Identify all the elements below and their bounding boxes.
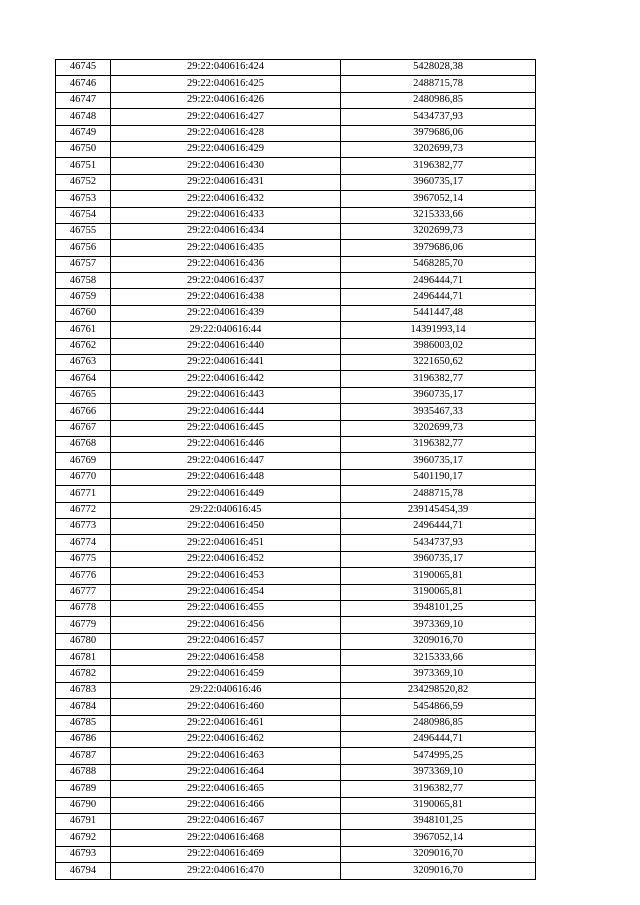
cadastral-number-cell: 29:22:040616:469 bbox=[111, 846, 341, 862]
cadastral-value-cell: 5428028,38 bbox=[341, 60, 536, 76]
row-number-cell: 46790 bbox=[56, 797, 111, 813]
cadastral-value-cell: 3209016,70 bbox=[341, 846, 536, 862]
row-number-cell: 46763 bbox=[56, 355, 111, 371]
cadastral-value-cell: 3960735,17 bbox=[341, 387, 536, 403]
table-row bbox=[56, 76, 536, 92]
row-number-cell: 46753 bbox=[56, 191, 111, 207]
table-row bbox=[56, 535, 536, 551]
table-row bbox=[56, 732, 536, 748]
cadastral-number-cell: 29:22:040616:458 bbox=[111, 650, 341, 666]
cadastral-number-cell: 29:22:040616:457 bbox=[111, 633, 341, 649]
cadastral-number-cell: 29:22:040616:46 bbox=[111, 682, 341, 698]
cadastral-value-cell: 3202699,73 bbox=[341, 141, 536, 157]
row-number-cell: 46772 bbox=[56, 502, 111, 518]
table-row bbox=[56, 240, 536, 256]
cadastral-value-cell: 3196382,77 bbox=[341, 781, 536, 797]
row-number-cell: 46785 bbox=[56, 715, 111, 731]
table-row bbox=[56, 125, 536, 141]
cadastral-number-cell: 29:22:040616:460 bbox=[111, 699, 341, 715]
cadastral-number-cell: 29:22:040616:468 bbox=[111, 830, 341, 846]
row-number-cell: 46780 bbox=[56, 633, 111, 649]
cadastral-number-cell: 29:22:040616:430 bbox=[111, 158, 341, 174]
cadastral-value-cell: 2488715,78 bbox=[341, 76, 536, 92]
row-number-cell: 46771 bbox=[56, 486, 111, 502]
cadastral-value-cell: 3215333,66 bbox=[341, 207, 536, 223]
row-number-cell: 46767 bbox=[56, 420, 111, 436]
cadastral-number-cell: 29:22:040616:459 bbox=[111, 666, 341, 682]
cadastral-number-cell: 29:22:040616:464 bbox=[111, 764, 341, 780]
table-row bbox=[56, 846, 536, 862]
table-row bbox=[56, 256, 536, 272]
cadastral-value-cell: 3935467,33 bbox=[341, 404, 536, 420]
table-row bbox=[56, 60, 536, 76]
table-row bbox=[56, 420, 536, 436]
row-number-cell: 46784 bbox=[56, 699, 111, 715]
table-row bbox=[56, 502, 536, 518]
cadastral-value-cell: 5434737,93 bbox=[341, 535, 536, 551]
table-row bbox=[56, 666, 536, 682]
cadastral-value-cell: 3973369,10 bbox=[341, 617, 536, 633]
table-row bbox=[56, 223, 536, 239]
table-row bbox=[56, 469, 536, 485]
cadastral-value-cell: 5434737,93 bbox=[341, 109, 536, 125]
cadastral-number-cell: 29:22:040616:454 bbox=[111, 584, 341, 600]
table-body bbox=[56, 60, 536, 880]
cadastral-value-cell: 2496444,71 bbox=[341, 289, 536, 305]
row-number-cell: 46782 bbox=[56, 666, 111, 682]
row-number-cell: 46766 bbox=[56, 404, 111, 420]
cadastral-number-cell: 29:22:040616:425 bbox=[111, 76, 341, 92]
row-number-cell: 46781 bbox=[56, 650, 111, 666]
row-number-cell: 46794 bbox=[56, 863, 111, 879]
table-row bbox=[56, 92, 536, 108]
cadastral-value-cell: 3190065,81 bbox=[341, 797, 536, 813]
row-number-cell: 46787 bbox=[56, 748, 111, 764]
row-number-cell: 46757 bbox=[56, 256, 111, 272]
row-number-cell: 46783 bbox=[56, 682, 111, 698]
row-number-cell: 46745 bbox=[56, 60, 111, 76]
cadastral-value-cell: 3215333,66 bbox=[341, 650, 536, 666]
cadastral-value-cell: 14391993,14 bbox=[341, 322, 536, 338]
cadastral-value-cell: 3196382,77 bbox=[341, 436, 536, 452]
cadastral-number-cell: 29:22:040616:448 bbox=[111, 469, 341, 485]
cadastral-number-cell: 29:22:040616:432 bbox=[111, 191, 341, 207]
cadastral-value-cell: 2496444,71 bbox=[341, 273, 536, 289]
cadastral-number-cell: 29:22:040616:444 bbox=[111, 404, 341, 420]
cadastral-number-cell: 29:22:040616:451 bbox=[111, 535, 341, 551]
cadastral-number-cell: 29:22:040616:470 bbox=[111, 863, 341, 879]
table-row bbox=[56, 781, 536, 797]
table-row bbox=[56, 764, 536, 780]
cadastral-value-cell: 2496444,71 bbox=[341, 732, 536, 748]
table-row bbox=[56, 486, 536, 502]
table-row bbox=[56, 289, 536, 305]
table-row bbox=[56, 305, 536, 321]
cadastral-number-cell: 29:22:040616:435 bbox=[111, 240, 341, 256]
cadastral-value-cell: 5474995,25 bbox=[341, 748, 536, 764]
cadastral-number-cell: 29:22:040616:445 bbox=[111, 420, 341, 436]
table-row bbox=[56, 191, 536, 207]
row-number-cell: 46769 bbox=[56, 453, 111, 469]
table-row bbox=[56, 863, 536, 879]
cadastral-value-cell: 3221650,62 bbox=[341, 355, 536, 371]
table-row bbox=[56, 830, 536, 846]
cadastral-value-cell: 5454866,59 bbox=[341, 699, 536, 715]
cadastral-value-cell: 3948101,25 bbox=[341, 813, 536, 829]
row-number-cell: 46751 bbox=[56, 158, 111, 174]
row-number-cell: 46761 bbox=[56, 322, 111, 338]
row-number-cell: 46748 bbox=[56, 109, 111, 125]
cadastral-number-cell: 29:22:040616:424 bbox=[111, 60, 341, 76]
cadastral-number-cell: 29:22:040616:461 bbox=[111, 715, 341, 731]
cadastral-value-cell: 3960735,17 bbox=[341, 174, 536, 190]
table-row bbox=[56, 404, 536, 420]
row-number-cell: 46777 bbox=[56, 584, 111, 600]
row-number-cell: 46776 bbox=[56, 568, 111, 584]
row-number-cell: 46792 bbox=[56, 830, 111, 846]
table-row bbox=[56, 584, 536, 600]
cadastral-value-cell: 3202699,73 bbox=[341, 223, 536, 239]
cadastral-number-cell: 29:22:040616:465 bbox=[111, 781, 341, 797]
row-number-cell: 46779 bbox=[56, 617, 111, 633]
cadastral-value-cell: 3967052,14 bbox=[341, 830, 536, 846]
cadastral-number-cell: 29:22:040616:433 bbox=[111, 207, 341, 223]
cadastral-value-cell: 3190065,81 bbox=[341, 568, 536, 584]
cadastral-value-cell: 3202699,73 bbox=[341, 420, 536, 436]
cadastral-number-cell: 29:22:040616:434 bbox=[111, 223, 341, 239]
row-number-cell: 46760 bbox=[56, 305, 111, 321]
row-number-cell: 46755 bbox=[56, 223, 111, 239]
cadastral-number-cell: 29:22:040616:428 bbox=[111, 125, 341, 141]
cadastral-value-cell: 2496444,71 bbox=[341, 518, 536, 534]
table-row bbox=[56, 338, 536, 354]
table-row bbox=[56, 551, 536, 567]
table-row bbox=[56, 158, 536, 174]
cadastral-number-cell: 29:22:040616:456 bbox=[111, 617, 341, 633]
cadastral-number-cell: 29:22:040616:447 bbox=[111, 453, 341, 469]
cadastral-value-cell: 3209016,70 bbox=[341, 633, 536, 649]
table-row bbox=[56, 600, 536, 616]
row-number-cell: 46773 bbox=[56, 518, 111, 534]
cadastral-value-cell: 234298520,82 bbox=[341, 682, 536, 698]
table-row bbox=[56, 436, 536, 452]
cadastral-number-cell: 29:22:040616:427 bbox=[111, 109, 341, 125]
cadastral-value-cell: 2480986,85 bbox=[341, 92, 536, 108]
cadastral-value-cell: 3979686,06 bbox=[341, 240, 536, 256]
row-number-cell: 46789 bbox=[56, 781, 111, 797]
table-row bbox=[56, 748, 536, 764]
table-row bbox=[56, 207, 536, 223]
row-number-cell: 46768 bbox=[56, 436, 111, 452]
table-row bbox=[56, 650, 536, 666]
cadastral-value-cell: 3960735,17 bbox=[341, 551, 536, 567]
table-row bbox=[56, 387, 536, 403]
cadastral-value-cell: 2488715,78 bbox=[341, 486, 536, 502]
cadastral-number-cell: 29:22:040616:455 bbox=[111, 600, 341, 616]
cadastral-number-cell: 29:22:040616:463 bbox=[111, 748, 341, 764]
cadastral-value-cell: 3190065,81 bbox=[341, 584, 536, 600]
cadastral-number-cell: 29:22:040616:446 bbox=[111, 436, 341, 452]
cadastral-number-cell: 29:22:040616:45 bbox=[111, 502, 341, 518]
row-number-cell: 46791 bbox=[56, 813, 111, 829]
cadastral-number-cell: 29:22:040616:467 bbox=[111, 813, 341, 829]
table-row bbox=[56, 453, 536, 469]
cadastral-number-cell: 29:22:040616:426 bbox=[111, 92, 341, 108]
row-number-cell: 46759 bbox=[56, 289, 111, 305]
row-number-cell: 46793 bbox=[56, 846, 111, 862]
row-number-cell: 46758 bbox=[56, 273, 111, 289]
cadastral-value-cell: 3973369,10 bbox=[341, 764, 536, 780]
row-number-cell: 46750 bbox=[56, 141, 111, 157]
cadastral-value-cell: 3973369,10 bbox=[341, 666, 536, 682]
cadastral-number-cell: 29:22:040616:440 bbox=[111, 338, 341, 354]
cadastral-number-cell: 29:22:040616:438 bbox=[111, 289, 341, 305]
cadastral-value-cell: 2480986,85 bbox=[341, 715, 536, 731]
table-row bbox=[56, 797, 536, 813]
row-number-cell: 46775 bbox=[56, 551, 111, 567]
row-number-cell: 46774 bbox=[56, 535, 111, 551]
table-row bbox=[56, 699, 536, 715]
cadastral-number-cell: 29:22:040616:439 bbox=[111, 305, 341, 321]
cadastral-value-cell: 239145454,39 bbox=[341, 502, 536, 518]
cadastral-number-cell: 29:22:040616:429 bbox=[111, 141, 341, 157]
row-number-cell: 46749 bbox=[56, 125, 111, 141]
table-row bbox=[56, 715, 536, 731]
cadastral-value-cell: 5401190,17 bbox=[341, 469, 536, 485]
table-row bbox=[56, 568, 536, 584]
cadastral-number-cell: 29:22:040616:466 bbox=[111, 797, 341, 813]
table-row bbox=[56, 273, 536, 289]
cadastral-number-cell: 29:22:040616:441 bbox=[111, 355, 341, 371]
cadastral-number-cell: 29:22:040616:452 bbox=[111, 551, 341, 567]
row-number-cell: 46770 bbox=[56, 469, 111, 485]
table-row bbox=[56, 174, 536, 190]
table-row bbox=[56, 109, 536, 125]
cadastral-value-cell: 3196382,77 bbox=[341, 158, 536, 174]
cadastral-number-cell: 29:22:040616:442 bbox=[111, 371, 341, 387]
row-number-cell: 46788 bbox=[56, 764, 111, 780]
cadastral-value-cell: 3209016,70 bbox=[341, 863, 536, 879]
row-number-cell: 46762 bbox=[56, 338, 111, 354]
table-row bbox=[56, 633, 536, 649]
row-number-cell: 46756 bbox=[56, 240, 111, 256]
row-number-cell: 46786 bbox=[56, 732, 111, 748]
row-number-cell: 46752 bbox=[56, 174, 111, 190]
cadastral-value-cell: 3979686,06 bbox=[341, 125, 536, 141]
row-number-cell: 46747 bbox=[56, 92, 111, 108]
table-row bbox=[56, 518, 536, 534]
row-number-cell: 46746 bbox=[56, 76, 111, 92]
cadastral-number-cell: 29:22:040616:462 bbox=[111, 732, 341, 748]
cadastral-value-cell: 3986003,02 bbox=[341, 338, 536, 354]
cadastral-number-cell: 29:22:040616:453 bbox=[111, 568, 341, 584]
cadastral-value-cell: 3196382,77 bbox=[341, 371, 536, 387]
table-row bbox=[56, 617, 536, 633]
cadastral-number-cell: 29:22:040616:443 bbox=[111, 387, 341, 403]
cadastral-number-cell: 29:22:040616:436 bbox=[111, 256, 341, 272]
row-number-cell: 46765 bbox=[56, 387, 111, 403]
cadastral-number-cell: 29:22:040616:431 bbox=[111, 174, 341, 190]
table-row bbox=[56, 322, 536, 338]
cadastral-value-cell: 3948101,25 bbox=[341, 600, 536, 616]
table-row bbox=[56, 355, 536, 371]
cadastral-value-cell: 5468285,70 bbox=[341, 256, 536, 272]
cadastral-value-cell: 5441447,48 bbox=[341, 305, 536, 321]
row-number-cell: 46764 bbox=[56, 371, 111, 387]
cadastral-number-cell: 29:22:040616:449 bbox=[111, 486, 341, 502]
cadastral-value-cell: 3967052,14 bbox=[341, 191, 536, 207]
cadastral-value-table bbox=[55, 59, 536, 880]
table-row bbox=[56, 813, 536, 829]
table-row bbox=[56, 371, 536, 387]
table-row bbox=[56, 682, 536, 698]
cadastral-number-cell: 29:22:040616:450 bbox=[111, 518, 341, 534]
table-row bbox=[56, 141, 536, 157]
row-number-cell: 46778 bbox=[56, 600, 111, 616]
row-number-cell: 46754 bbox=[56, 207, 111, 223]
cadastral-number-cell: 29:22:040616:44 bbox=[111, 322, 341, 338]
cadastral-number-cell: 29:22:040616:437 bbox=[111, 273, 341, 289]
cadastral-value-cell: 3960735,17 bbox=[341, 453, 536, 469]
